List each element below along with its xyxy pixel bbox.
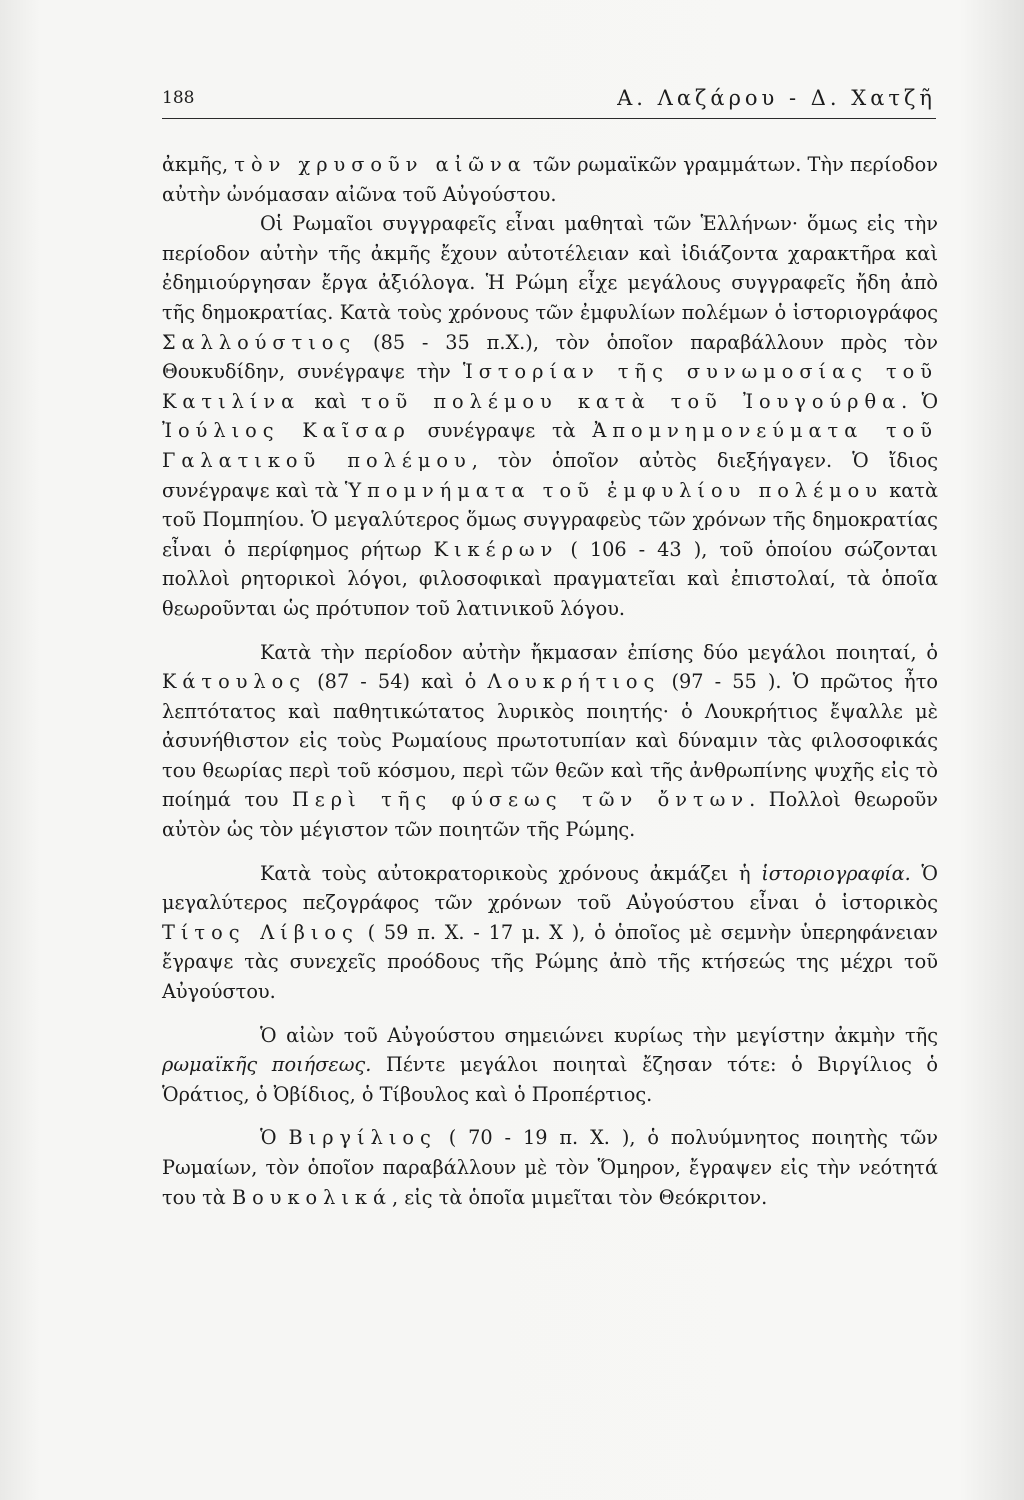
page-header xyxy=(162,84,936,119)
text-run: συνέγραψε τὰ xyxy=(410,419,593,443)
text-run: Ὁ μεγαλύτερος πεζογράφος τῶν χρόνων τοῦ Αὐγούστου εἶναι ὁ ἱστορικὸς xyxy=(162,861,938,915)
spaced-emphasis: Κάτουλος xyxy=(162,670,307,694)
text-run: (97 - 55 ). Ὁ πρῶτος ἦτο λεπτότατος καὶ παθητικώτατος λυρικὸς ποιητής· ὁ Λουκρήτιος ἔψαλλε μὲ ἀσυνήθιστον εἰς τοὺς Ρωμαίους πρωτοτυπίαν καὶ δύναμιν τὰς φιλοσοφικάς του θεωρίας περὶ τοῦ κόσμου, περὶ τῶν θεῶν καὶ τῆς ἀνθρωπίνης ψυχῆς εἰς τὸ ποίημά του xyxy=(162,670,938,812)
text-run: κατὰ τοῦ Πομπηίου. Ὁ μεγαλύτερος ὅμως συγγραφεὺς τῶν χρόνων τῆς δημοκρατίας εἶναι ὁ περίφημος ρήτωρ xyxy=(162,478,938,561)
text-run: τῶν ρωμαϊκῶν γραμμάτων. Τὴν περίοδον αὐτὴν ὠνόμασαν αἰῶνα τοῦ Αὐγούστου. xyxy=(162,153,938,206)
text-run: ( 70 - 19 π. Χ. ), ὁ πολυύμνητος ποιητὴς τῶν Ρωμαίων, τὸν ὁποῖον παραβάλλουν μὲ τὸν Ὅμηρον, ἔγραψεν εἰς τὴν νεότητά του τὰ xyxy=(162,1126,938,1209)
text-run: (85 - 35 π.Χ.), τὸν ὁποῖον παραβάλλουν πρὸς τὸν Θουκυδίδην, συνέγραψε τὴν xyxy=(162,330,938,384)
text-run: Πέντε μεγάλοι ποιηταὶ ἔζησαν τότε: ὁ Βιργίλιος ὁ Ὁράτιος, ὁ Ὀβίδιος, ὁ Τίβουλος καὶ ὁ Προπέρτιος. xyxy=(162,1053,938,1106)
text-run: ἀκμῆς, xyxy=(162,153,235,176)
text-run: , εἰς τὰ ὁποῖα μιμεῖται τὸν Θεόκριτον. xyxy=(391,1185,768,1209)
text-run: Οἱ Ρωμαῖοι συγγραφεῖς εἶναι μαθηταὶ τῶν Ἑλλήνων· ὅμως εἰς τὴν περίοδον αὐτὴν τῆς ἀκμῆς ἔχουν αὐτοτέλειαν καὶ ἰδιάζοντα χαρακτῆρα καὶ ἐδημιούργησαν ἔργα ἀξιόλογα. Ἡ Ρώμη εἶχε μεγάλους συγγραφεῖς ἤδη ἀπὸ τῆς δημοκρατίας. Κατὰ τοὺς χρόνους τῶν ἐμφυλίων πολέμων ὁ ἱστοριογράφος xyxy=(162,212,938,324)
text-run: Κατὰ τοὺς αὐτοκρατορικοὺς χρόνους ἀκμάζει ἡ xyxy=(260,861,762,885)
spaced-emphasis: Λουκρήτιος xyxy=(487,670,661,694)
spaced-emphasis: Ὑπομνήματα τοῦ ἐμφυλίου πολέμου xyxy=(344,478,883,502)
spaced-emphasis: Βουκολικά xyxy=(231,1185,392,1209)
text-run: . Πολλοὶ θεωροῦν αὐτὸν ὡς τὸν μέγιστον τῶν ποιητῶν τῆς Ρώμης. xyxy=(162,788,938,842)
paragraph xyxy=(162,209,938,623)
text-run: (87 - 54) καὶ ὁ xyxy=(306,670,488,694)
running-head: Α. Λαζάρου - Δ. Χατζῆ xyxy=(617,86,936,110)
body-text xyxy=(162,150,938,1226)
paragraph xyxy=(162,859,938,1007)
text-run: , τὸν ὁποῖον αὐτὸς διεξήγαγεν. Ὁ ἴδιος συνέγραψε καὶ τὰ xyxy=(162,448,938,502)
text-run: . Ὁ xyxy=(901,389,939,413)
spaced-emphasis: Ἰούλιος Καῖσαρ xyxy=(162,419,411,443)
spaced-emphasis: τὸν χρυσοῦν αἰῶνα xyxy=(234,153,527,176)
paragraph xyxy=(162,1123,938,1212)
spaced-emphasis: Σαλλούστιος xyxy=(162,330,357,354)
paragraph xyxy=(162,638,938,845)
text-run: Ὁ αἰὼν τοῦ Αὐγούστου σημειώνει κυρίως τὴν μεγίστην ἀκμὴν τῆς xyxy=(260,1023,938,1047)
spaced-emphasis: Τίτος Λίβιος xyxy=(162,920,359,944)
italic-emphasis: ἱστοριογραφία. xyxy=(761,861,911,885)
spaced-emphasis: Βιργίλιος xyxy=(288,1126,437,1150)
text-run: Ὁ xyxy=(260,1126,289,1150)
spaced-emphasis: Κικέρων xyxy=(433,537,559,561)
spaced-emphasis: Ἱστορίαν τῆς συνωμοσίας τοῦ Κατιλίνα xyxy=(162,360,939,413)
spaced-emphasis: Περὶ τῆς φύσεως τῶν ὄντων xyxy=(291,788,750,812)
text-run: καὶ xyxy=(300,389,362,413)
spaced-emphasis: Ἀπομνημονεύματα τοῦ Γαλατικοῦ πολέμου xyxy=(162,419,939,472)
spaced-emphasis: τοῦ πολέμου κατὰ τοῦ Ἰουγούρθα xyxy=(361,389,902,413)
italic-emphasis: ρωμαϊκῆς ποιήσεως. xyxy=(162,1053,372,1077)
paragraph xyxy=(162,1021,938,1110)
text-run: Κατὰ τὴν περίοδον αὐτὴν ἤκμασαν ἐπίσης δύο μεγάλοι ποιηταί, ὁ xyxy=(260,640,938,664)
text-run: ( 106 - 43 ), τοῦ ὁποίου σώζονται πολλοὶ ρητορικοὶ λόγοι, φιλοσοφικαὶ πραγματεῖαι καὶ ἐπιστολαί, τὰ ὁποῖα θεωροῦνται ὡς πρότυπον τοῦ λατινικοῦ λόγου. xyxy=(162,537,938,620)
paragraph xyxy=(162,150,938,209)
text-run: ( 59 π. Χ. - 17 μ. Χ ), ὁ ὁποῖος μὲ σεμνὴν ὑπερηφάνειαν ἔγραψε τὰς συνεχεῖς προόδους τῆς Ρώμης ἀπὸ τῆς κτήσεώς της μέχρι τοῦ Αὐγούστου. xyxy=(162,920,938,1004)
page-number: 188 xyxy=(162,88,195,108)
